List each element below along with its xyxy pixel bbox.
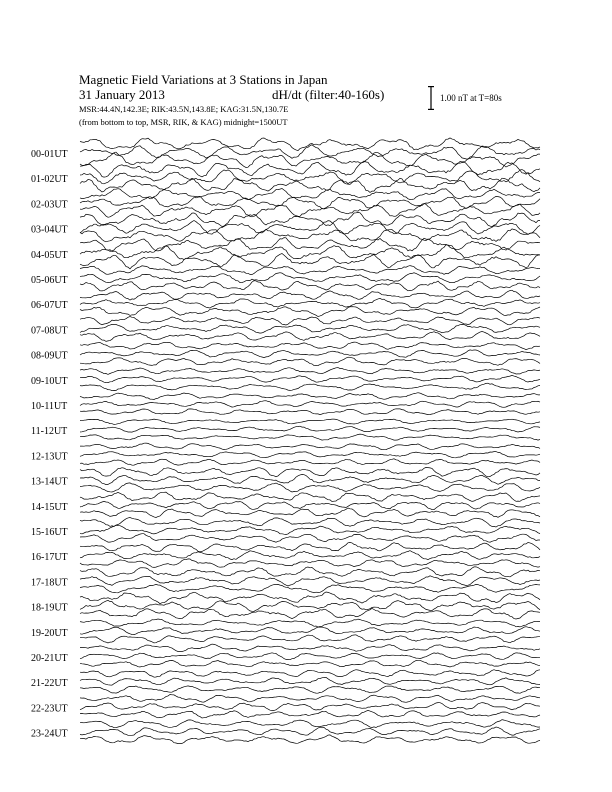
trace-kag bbox=[80, 266, 540, 275]
trace-kag bbox=[80, 419, 540, 424]
trace-kag bbox=[80, 138, 540, 151]
trace-kag bbox=[80, 393, 540, 400]
hour-label: 15-16UT bbox=[31, 527, 68, 538]
trace-rik bbox=[80, 677, 540, 685]
trace-kag bbox=[80, 213, 540, 227]
hour-label: 07-08UT bbox=[31, 325, 68, 337]
trace-kag bbox=[80, 720, 540, 728]
trace-rik bbox=[80, 298, 540, 308]
scale-label: 1.00 nT at T=80s bbox=[440, 93, 502, 103]
trace-kag bbox=[80, 518, 540, 528]
hour-label: 00-01UT bbox=[31, 149, 68, 160]
hour-label: 04-05UT bbox=[31, 249, 68, 261]
trace-kag bbox=[80, 492, 540, 501]
trace-msr bbox=[80, 307, 540, 317]
trace-msr bbox=[80, 409, 540, 415]
trace-kag bbox=[80, 543, 540, 552]
hour-label: 19-20UT bbox=[31, 627, 68, 639]
trace-rik bbox=[80, 501, 540, 509]
trace-msr bbox=[80, 735, 540, 744]
trace-rik bbox=[80, 600, 540, 611]
trace-msr bbox=[80, 281, 540, 291]
chart-quantity: dH/dt (filter:40-160s) bbox=[272, 87, 385, 102]
trace-kag bbox=[80, 290, 540, 300]
trace-msr bbox=[80, 357, 540, 365]
trace-kag bbox=[80, 695, 540, 703]
trace-kag bbox=[80, 467, 540, 476]
trace-msr bbox=[80, 459, 540, 465]
hour-label: 23-24UT bbox=[31, 728, 68, 740]
trace-rik bbox=[80, 727, 540, 735]
trace-msr bbox=[80, 584, 540, 592]
trace-msr bbox=[80, 608, 540, 619]
trace-kag bbox=[80, 619, 540, 627]
chart-title: Magnetic Field Variations at 3 Stations in Japan bbox=[79, 72, 328, 87]
trace-msr bbox=[80, 508, 540, 518]
trace-rik bbox=[80, 627, 540, 635]
hour-label: 03-04UT bbox=[31, 224, 68, 236]
chart-date: 31 January 2013 bbox=[79, 87, 165, 102]
trace-msr bbox=[80, 383, 540, 390]
hour-label: 18-19UT bbox=[31, 602, 68, 614]
trace-kag bbox=[80, 567, 540, 577]
station-coordinates: MSR:44.4N,142.3E; RIK:43.5N,143.8E; KAG:31.5N,130.7E bbox=[79, 104, 289, 114]
trace-rik bbox=[80, 426, 540, 432]
trace-rik bbox=[80, 324, 540, 333]
trace-msr bbox=[80, 635, 540, 643]
trace-rik bbox=[80, 653, 540, 660]
trace-msr bbox=[80, 152, 540, 167]
trace-rik bbox=[80, 703, 540, 711]
trace-rik bbox=[80, 551, 540, 560]
trace-kag bbox=[80, 238, 540, 252]
trace-rik bbox=[80, 221, 540, 235]
trace-msr bbox=[80, 710, 540, 718]
trace-rik bbox=[80, 273, 540, 283]
trace-kag bbox=[80, 443, 540, 450]
trace-kag bbox=[80, 342, 540, 350]
hour-label: 21-22UT bbox=[31, 678, 68, 690]
trace-kag bbox=[80, 592, 540, 604]
station-order-note: (from bottom to top, MSR, RIK, & KAG) midnight=1500UT bbox=[79, 117, 288, 127]
trace-msr bbox=[80, 534, 540, 543]
hour-label: 16-17UT bbox=[31, 552, 68, 564]
hour-label: 01-02UT bbox=[31, 174, 68, 186]
trace-kag bbox=[80, 161, 540, 177]
hour-label: 05-06UT bbox=[31, 275, 68, 286]
trace-rik bbox=[80, 350, 540, 358]
trace-kag bbox=[80, 644, 540, 651]
trace-msr bbox=[80, 686, 540, 693]
hour-label: 11-12UT bbox=[31, 426, 68, 438]
hour-label: 12-13UT bbox=[31, 451, 68, 463]
trace-kag bbox=[80, 317, 540, 326]
trace-rik bbox=[80, 375, 540, 382]
trace-msr bbox=[80, 434, 540, 440]
trace-msr bbox=[80, 254, 540, 269]
trace-msr bbox=[80, 483, 540, 492]
trace-msr bbox=[80, 660, 540, 667]
trace-rik bbox=[80, 576, 540, 586]
hour-label: 14-15UT bbox=[31, 501, 68, 513]
hour-label: 22-23UT bbox=[31, 703, 68, 715]
trace-kag bbox=[80, 670, 540, 678]
hour-label: 08-09UT bbox=[31, 350, 68, 362]
trace-rik bbox=[80, 145, 540, 159]
hour-label: 20-21UT bbox=[31, 653, 68, 664]
trace-msr bbox=[80, 332, 540, 342]
hour-label: 02-03UT bbox=[31, 199, 68, 211]
hour-label: 06-07UT bbox=[31, 300, 68, 312]
trace-rik bbox=[80, 401, 540, 408]
trace-msr bbox=[80, 559, 540, 568]
hour-label: 09-10UT bbox=[31, 375, 68, 387]
hour-label: 10-11UT bbox=[31, 401, 68, 412]
trace-kag bbox=[80, 368, 540, 375]
trace-msr bbox=[80, 178, 540, 192]
hour-label: 13-14UT bbox=[31, 476, 68, 488]
trace-rik bbox=[80, 525, 540, 534]
trace-rik bbox=[80, 475, 540, 485]
trace-rik bbox=[80, 245, 540, 260]
trace-rik bbox=[80, 452, 540, 458]
hour-label: 17-18UT bbox=[31, 577, 68, 589]
